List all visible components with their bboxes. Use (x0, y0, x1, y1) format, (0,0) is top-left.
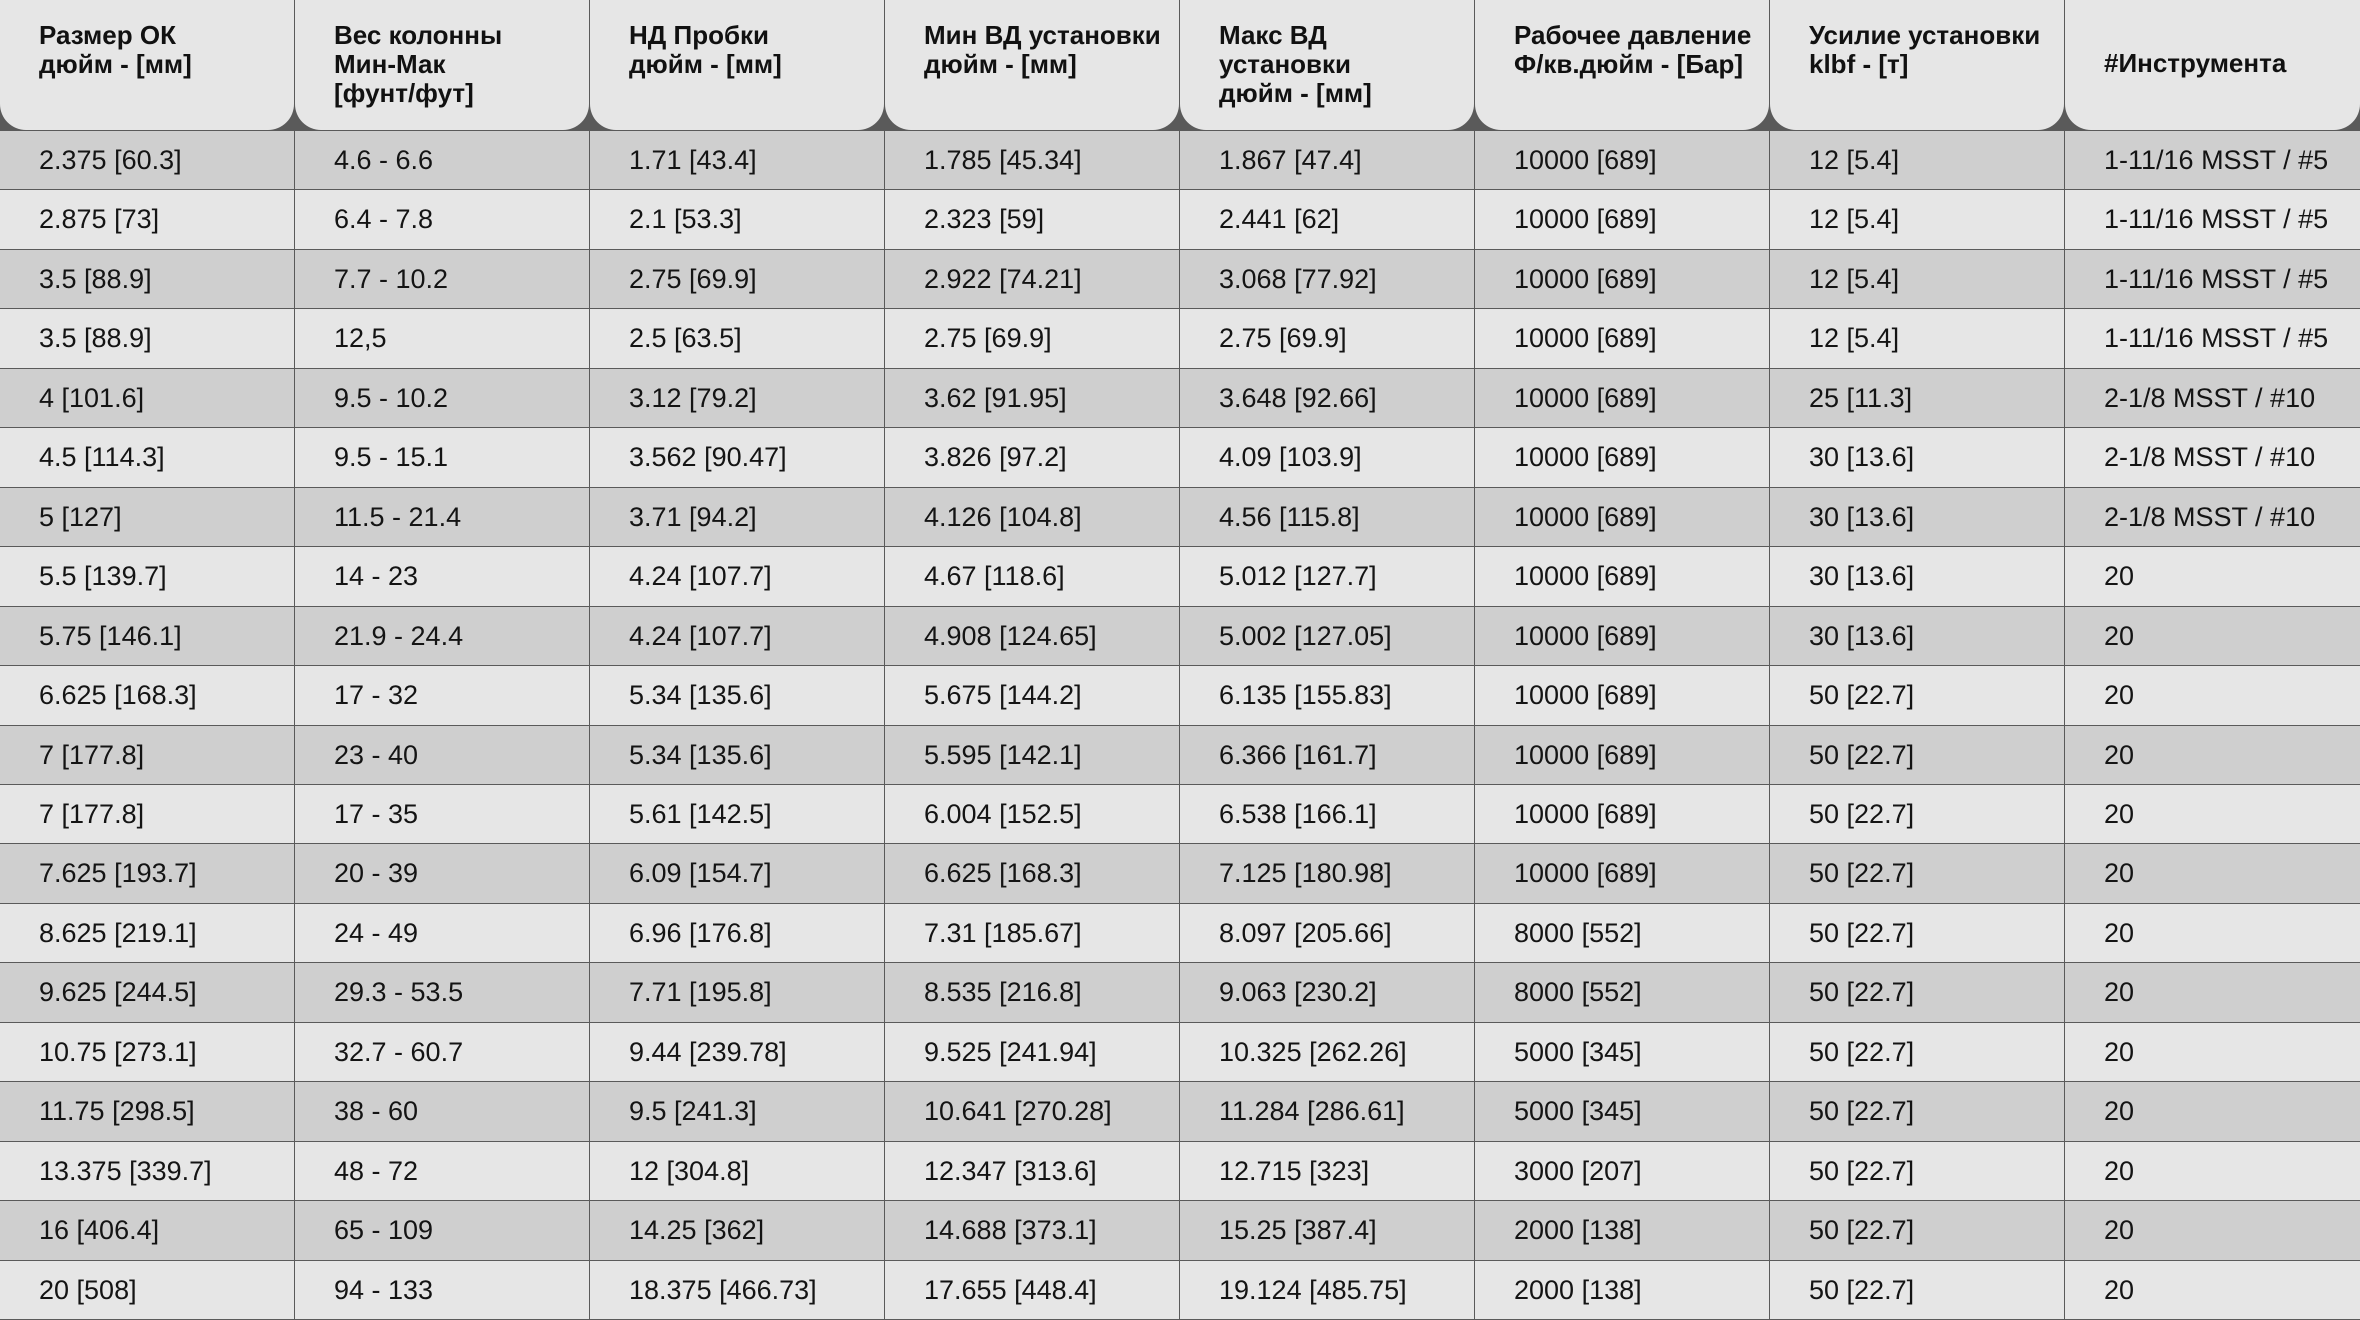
cell-casing-size: 2.875 [73] (0, 190, 294, 249)
cell-working-pressure: 5000 [345] (1475, 1023, 1769, 1081)
cell-setting-force: 30 [13.6] (1770, 428, 2064, 487)
cell-casing-size: 7 [177.8] (0, 785, 294, 843)
table-row (0, 785, 2360, 844)
cell-casing-size: 7 [177.8] (0, 726, 294, 784)
cell-setting-force: 25 [11.3] (1770, 369, 2064, 427)
cell-casing-weight: 24 - 49 (295, 904, 589, 962)
cell-casing-weight: 9.5 - 10.2 (295, 369, 589, 427)
cell-setting-force: 50 [22.7] (1770, 666, 2064, 725)
cell-setting-force: 12 [5.4] (1770, 309, 2064, 368)
cell-plug-od: 2.75 [69.9] (590, 250, 884, 308)
header-working-pressure: Рабочее давление Ф/кв.дюйм - [Бар] (1475, 0, 1769, 130)
cell-working-pressure: 10000 [689] (1475, 488, 1769, 546)
cell-casing-weight: 65 - 109 (295, 1201, 589, 1260)
cell-max-set-id: 6.135 [155.83] (1180, 666, 1474, 725)
table-row (0, 1023, 2360, 1082)
cell-min-set-id: 17.655 [448.4] (885, 1261, 1179, 1319)
cell-min-set-id: 1.785 [45.34] (885, 131, 1179, 189)
cell-casing-weight: 48 - 72 (295, 1142, 589, 1200)
cell-max-set-id: 6.538 [166.1] (1180, 785, 1474, 843)
cell-working-pressure: 10000 [689] (1475, 131, 1769, 189)
cell-casing-weight: 14 - 23 (295, 547, 589, 606)
cell-tool-number: 2-1/8 MSST / #10 (2065, 369, 2360, 427)
cell-plug-od: 6.09 [154.7] (590, 844, 884, 903)
table-row (0, 309, 2360, 369)
cell-casing-weight: 38 - 60 (295, 1082, 589, 1141)
cell-working-pressure: 2000 [138] (1475, 1201, 1769, 1260)
cell-min-set-id: 4.67 [118.6] (885, 547, 1179, 606)
cell-setting-force: 12 [5.4] (1770, 250, 2064, 308)
cell-plug-od: 7.71 [195.8] (590, 963, 884, 1022)
table-row (0, 607, 2360, 666)
cell-min-set-id: 2.323 [59] (885, 190, 1179, 249)
cell-casing-size: 3.5 [88.9] (0, 250, 294, 308)
cell-setting-force: 50 [22.7] (1770, 904, 2064, 962)
cell-casing-weight: 29.3 - 53.5 (295, 963, 589, 1022)
cell-working-pressure: 10000 [689] (1475, 607, 1769, 665)
cell-plug-od: 9.5 [241.3] (590, 1082, 884, 1141)
cell-max-set-id: 3.648 [92.66] (1180, 369, 1474, 427)
cell-plug-od: 2.1 [53.3] (590, 190, 884, 249)
cell-casing-weight: 7.7 - 10.2 (295, 250, 589, 308)
cell-plug-od: 6.96 [176.8] (590, 904, 884, 962)
cell-plug-od: 5.34 [135.6] (590, 666, 884, 725)
cell-casing-size: 6.625 [168.3] (0, 666, 294, 725)
cell-plug-od: 3.12 [79.2] (590, 369, 884, 427)
cell-min-set-id: 10.641 [270.28] (885, 1082, 1179, 1141)
header-plug-od: НД Пробки дюйм - [мм] (590, 0, 884, 130)
table-row (0, 1082, 2360, 1142)
table-row (0, 1142, 2360, 1201)
cell-plug-od: 3.562 [90.47] (590, 428, 884, 487)
table-row (0, 488, 2360, 547)
cell-working-pressure: 10000 [689] (1475, 369, 1769, 427)
cell-setting-force: 30 [13.6] (1770, 607, 2064, 665)
cell-casing-size: 20 [508] (0, 1261, 294, 1319)
cell-casing-weight: 21.9 - 24.4 (295, 607, 589, 665)
cell-tool-number: 20 (2065, 666, 2360, 725)
table-header (0, 0, 2360, 130)
cell-casing-size: 5.5 [139.7] (0, 547, 294, 606)
cell-max-set-id: 2.75 [69.9] (1180, 309, 1474, 368)
cell-casing-weight: 32.7 - 60.7 (295, 1023, 589, 1081)
cell-tool-number: 20 (2065, 1082, 2360, 1141)
cell-tool-number: 1-11/16 MSST / #5 (2065, 250, 2360, 308)
cell-tool-number: 1-11/16 MSST / #5 (2065, 131, 2360, 189)
cell-casing-weight: 17 - 32 (295, 666, 589, 725)
cell-max-set-id: 15.25 [387.4] (1180, 1201, 1474, 1260)
cell-setting-force: 12 [5.4] (1770, 131, 2064, 189)
cell-working-pressure: 8000 [552] (1475, 904, 1769, 962)
cell-setting-force: 50 [22.7] (1770, 963, 2064, 1022)
cell-tool-number: 20 (2065, 1023, 2360, 1081)
cell-plug-od: 4.24 [107.7] (590, 547, 884, 606)
cell-plug-od: 4.24 [107.7] (590, 607, 884, 665)
cell-tool-number: 1-11/16 MSST / #5 (2065, 309, 2360, 368)
cell-casing-size: 8.625 [219.1] (0, 904, 294, 962)
cell-casing-size: 11.75 [298.5] (0, 1082, 294, 1141)
cell-min-set-id: 4.908 [124.65] (885, 607, 1179, 665)
cell-plug-od: 1.71 [43.4] (590, 131, 884, 189)
cell-tool-number: 20 (2065, 607, 2360, 665)
cell-working-pressure: 10000 [689] (1475, 547, 1769, 606)
cell-plug-od: 18.375 [466.73] (590, 1261, 884, 1319)
cell-max-set-id: 4.56 [115.8] (1180, 488, 1474, 546)
cell-tool-number: 20 (2065, 844, 2360, 903)
table-row (0, 904, 2360, 963)
table-row (0, 844, 2360, 904)
header-tool-number: #Инструмента (2065, 0, 2360, 130)
cell-casing-size: 4 [101.6] (0, 369, 294, 427)
cell-tool-number: 20 (2065, 547, 2360, 606)
cell-setting-force: 12 [5.4] (1770, 190, 2064, 249)
cell-casing-weight: 9.5 - 15.1 (295, 428, 589, 487)
cell-max-set-id: 11.284 [286.61] (1180, 1082, 1474, 1141)
cell-working-pressure: 2000 [138] (1475, 1261, 1769, 1319)
cell-max-set-id: 19.124 [485.75] (1180, 1261, 1474, 1319)
cell-casing-size: 4.5 [114.3] (0, 428, 294, 487)
cell-min-set-id: 14.688 [373.1] (885, 1201, 1179, 1260)
cell-casing-weight: 17 - 35 (295, 785, 589, 843)
cell-casing-size: 9.625 [244.5] (0, 963, 294, 1022)
table-row (0, 131, 2360, 190)
cell-setting-force: 50 [22.7] (1770, 1142, 2064, 1200)
cell-setting-force: 50 [22.7] (1770, 1082, 2064, 1141)
cell-plug-od: 12 [304.8] (590, 1142, 884, 1200)
cell-casing-size: 2.375 [60.3] (0, 131, 294, 189)
cell-plug-od: 2.5 [63.5] (590, 309, 884, 368)
cell-tool-number: 20 (2065, 963, 2360, 1022)
cell-setting-force: 30 [13.6] (1770, 547, 2064, 606)
cell-working-pressure: 8000 [552] (1475, 963, 1769, 1022)
cell-casing-size: 3.5 [88.9] (0, 309, 294, 368)
cell-casing-weight: 4.6 - 6.6 (295, 131, 589, 189)
cell-min-set-id: 9.525 [241.94] (885, 1023, 1179, 1081)
cell-tool-number: 20 (2065, 726, 2360, 784)
table-row (0, 726, 2360, 785)
header-casing-weight: Вес колонны Мин-Мак [фунт/фут] (295, 0, 589, 130)
cell-min-set-id: 12.347 [313.6] (885, 1142, 1179, 1200)
cell-working-pressure: 10000 [689] (1475, 726, 1769, 784)
table-row (0, 250, 2360, 309)
cell-casing-size: 7.625 [193.7] (0, 844, 294, 903)
cell-casing-weight: 6.4 - 7.8 (295, 190, 589, 249)
cell-tool-number: 2-1/8 MSST / #10 (2065, 428, 2360, 487)
table-row (0, 428, 2360, 488)
cell-working-pressure: 10000 [689] (1475, 250, 1769, 308)
header-setting-force: Усилие установки klbf - [т] (1770, 0, 2064, 130)
cell-working-pressure: 5000 [345] (1475, 1082, 1769, 1141)
cell-max-set-id: 12.715 [323] (1180, 1142, 1474, 1200)
header-min-set-id: Мин ВД установки дюйм - [мм] (885, 0, 1179, 130)
header-max-set-id: Макс ВД установки дюйм - [мм] (1180, 0, 1474, 130)
cell-setting-force: 50 [22.7] (1770, 844, 2064, 903)
cell-max-set-id: 8.097 [205.66] (1180, 904, 1474, 962)
cell-tool-number: 20 (2065, 1261, 2360, 1319)
cell-plug-od: 5.34 [135.6] (590, 726, 884, 784)
cell-setting-force: 50 [22.7] (1770, 726, 2064, 784)
cell-casing-size: 10.75 [273.1] (0, 1023, 294, 1081)
cell-min-set-id: 7.31 [185.67] (885, 904, 1179, 962)
cell-casing-size: 13.375 [339.7] (0, 1142, 294, 1200)
cell-max-set-id: 6.366 [161.7] (1180, 726, 1474, 784)
cell-working-pressure: 10000 [689] (1475, 190, 1769, 249)
cell-setting-force: 50 [22.7] (1770, 1261, 2064, 1319)
cell-min-set-id: 6.625 [168.3] (885, 844, 1179, 903)
cell-min-set-id: 6.004 [152.5] (885, 785, 1179, 843)
cell-working-pressure: 3000 [207] (1475, 1142, 1769, 1200)
cell-setting-force: 30 [13.6] (1770, 488, 2064, 546)
cell-tool-number: 20 (2065, 1201, 2360, 1260)
cell-max-set-id: 5.002 [127.05] (1180, 607, 1474, 665)
cell-min-set-id: 2.922 [74.21] (885, 250, 1179, 308)
cell-min-set-id: 8.535 [216.8] (885, 963, 1179, 1022)
cell-casing-weight: 12,5 (295, 309, 589, 368)
cell-plug-od: 5.61 [142.5] (590, 785, 884, 843)
cell-working-pressure: 10000 [689] (1475, 785, 1769, 843)
table-row (0, 666, 2360, 726)
cell-working-pressure: 10000 [689] (1475, 844, 1769, 903)
cell-max-set-id: 10.325 [262.26] (1180, 1023, 1474, 1081)
cell-min-set-id: 3.62 [91.95] (885, 369, 1179, 427)
cell-casing-size: 16 [406.4] (0, 1201, 294, 1260)
cell-plug-od: 14.25 [362] (590, 1201, 884, 1260)
cell-max-set-id: 5.012 [127.7] (1180, 547, 1474, 606)
table-row (0, 547, 2360, 607)
cell-max-set-id: 2.441 [62] (1180, 190, 1474, 249)
cell-plug-od: 9.44 [239.78] (590, 1023, 884, 1081)
cell-setting-force: 50 [22.7] (1770, 785, 2064, 843)
cell-working-pressure: 10000 [689] (1475, 666, 1769, 725)
cell-min-set-id: 2.75 [69.9] (885, 309, 1179, 368)
table-row (0, 1261, 2360, 1320)
table-row (0, 1201, 2360, 1261)
cell-max-set-id: 4.09 [103.9] (1180, 428, 1474, 487)
cell-casing-size: 5 [127] (0, 488, 294, 546)
cell-setting-force: 50 [22.7] (1770, 1023, 2064, 1081)
cell-max-set-id: 1.867 [47.4] (1180, 131, 1474, 189)
cell-casing-weight: 23 - 40 (295, 726, 589, 784)
cell-plug-od: 3.71 [94.2] (590, 488, 884, 546)
cell-min-set-id: 5.595 [142.1] (885, 726, 1179, 784)
cell-max-set-id: 3.068 [77.92] (1180, 250, 1474, 308)
cell-tool-number: 20 (2065, 785, 2360, 843)
cell-working-pressure: 10000 [689] (1475, 309, 1769, 368)
cell-max-set-id: 9.063 [230.2] (1180, 963, 1474, 1022)
cell-min-set-id: 3.826 [97.2] (885, 428, 1179, 487)
cell-setting-force: 50 [22.7] (1770, 1201, 2064, 1260)
cell-casing-size: 5.75 [146.1] (0, 607, 294, 665)
cell-min-set-id: 4.126 [104.8] (885, 488, 1179, 546)
cell-casing-weight: 11.5 - 21.4 (295, 488, 589, 546)
table-row (0, 190, 2360, 250)
cell-tool-number: 1-11/16 MSST / #5 (2065, 190, 2360, 249)
cell-tool-number: 20 (2065, 904, 2360, 962)
table-row (0, 369, 2360, 428)
cell-max-set-id: 7.125 [180.98] (1180, 844, 1474, 903)
cell-tool-number: 2-1/8 MSST / #10 (2065, 488, 2360, 546)
cell-working-pressure: 10000 [689] (1475, 428, 1769, 487)
cell-tool-number: 20 (2065, 1142, 2360, 1200)
cell-casing-weight: 94 - 133 (295, 1261, 589, 1319)
header-casing-size: Размер ОК дюйм - [мм] (0, 0, 294, 130)
cell-min-set-id: 5.675 [144.2] (885, 666, 1179, 725)
table-row (0, 963, 2360, 1023)
cell-casing-weight: 20 - 39 (295, 844, 589, 903)
